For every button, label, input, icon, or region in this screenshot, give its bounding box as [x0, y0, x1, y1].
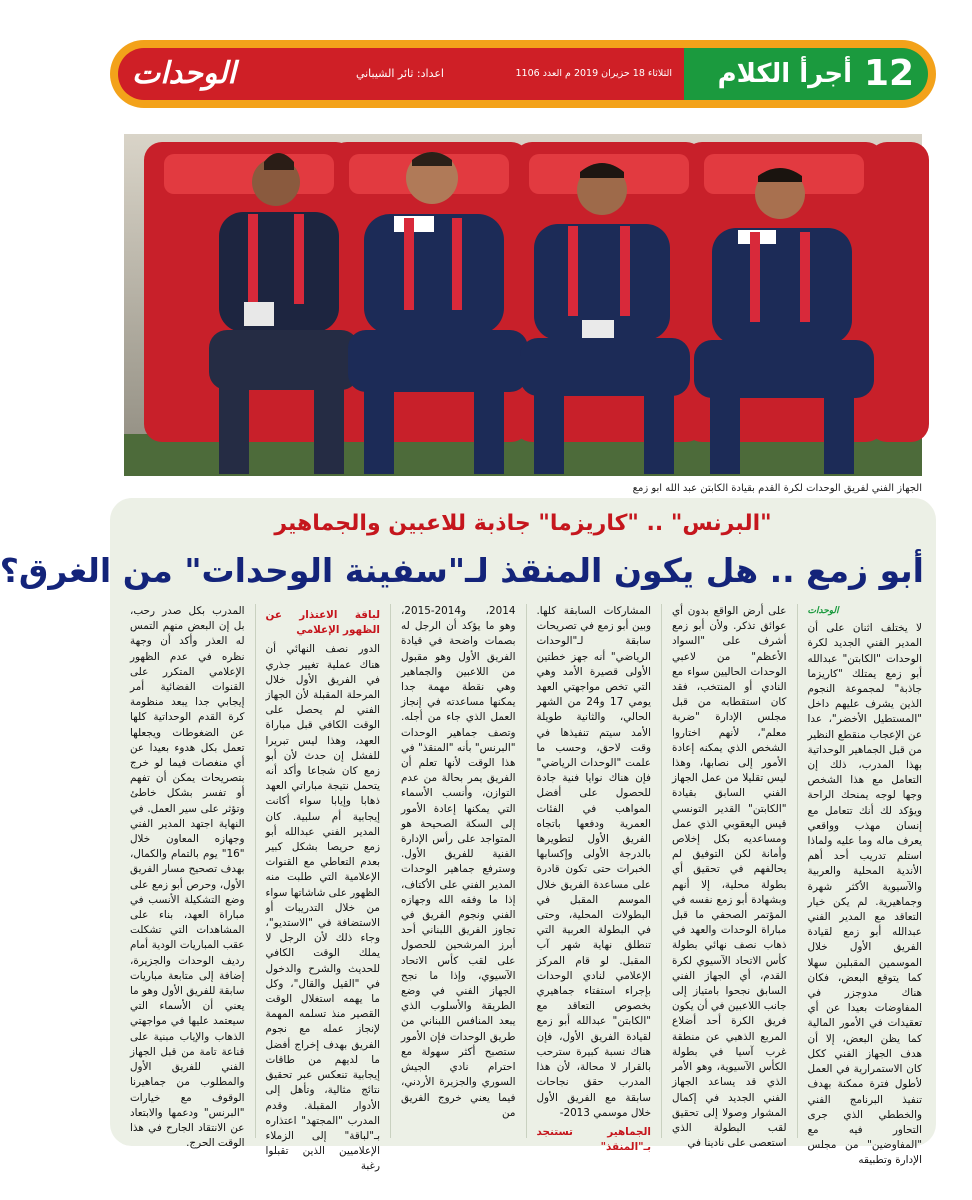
section-title: أجرأ الكلام — [717, 59, 852, 89]
photo-caption: الجهاز الفني لفريق الوحدات لكرة القدم بقيادة الكابتن عبد الله ابو زمع — [632, 483, 922, 494]
article-headline: أبو زمع .. هل يكون المنقذ لـ"سفينة الوحدات" من الغرق؟ — [0, 551, 924, 590]
column-text: لا يختلف اثنان على أن المدير الفني الجديد لكرة الوحدات "الكابتن" عبدالله أبو زمع يمتلك "كاريزما جاذبة" لمجموعة النجوم الذين يشرف عليهم داخل "المستطيل الأخضر"، عدا عن الإعجاب منقطع النظير من قبل الجماهير الوحداتية بهذا المدرب، ذلك إن التعامل مع هذا الشخص وجها لوجه يمنحك الراحة ويؤكد لك أنك تتعامل مع إنسان مهذب وواقعي يعرف ماله وما عليه ولماذا استلم تدريب أحد أهم الأندية المحلية والعربية والآسيوية الأكثر شهرة وجماهيرية. لم يكن خيار التعاقد مع المدير الفني عبدالله أبو زمع لقيادة الفريق الأول خلال الموسمين المقبلين سهلا كما يتوقع البعض، فكان هناك مدوجزر في المفاوضات بعيدا عن أي تعقيدات في الأمور المالية كما يظن البعض، إلا أن هدف الجهاز الفني ككل كان الاستمرارية في العمل لأطول فترة ممكنة بهدف تنفيذ البرنامج الفني والخططي الذي جرى التحاور فيه مع "المفاوضين" من مجلس الإدارة وتطبيقه — [807, 622, 922, 1167]
article-column-5 — [265, 604, 381, 1173]
column-divider — [390, 604, 391, 1138]
column-divider — [661, 604, 662, 1138]
inline-subheading: الجماهير تستنجد بـ"المنقذ" — [536, 1125, 651, 1154]
photo-illustration — [124, 134, 922, 476]
column-divider — [797, 604, 798, 1138]
page-number: 12 — [863, 53, 915, 94]
article-column-2 — [672, 604, 787, 1150]
article-columns — [130, 604, 922, 1173]
column-text: على أرض الواقع بدون أي عوائق تذكر. ولأن أبو زمع أشرف على "السواد الأعظم" من لاعبي الوحدات الحاليين سواء مع النادي أو المنتخب، فقد كان استقطابه من قبل مجلس الإدارة "ضربة معلم"، لأنهم اختاروا الشخص الذي يمكنه إعادة الأمور إلى نصابها، وهذا ليس تقليلا من عمل الجهاز الفني السابق بقيادة "الكابتن" القدير التونسي قيس اليعقوبي الذي عمل ومساعديه بكل إخلاص وأمانة لكن التوفيق لم يحالفهم في تحقيق أي بطولة محلية، إلا أنهم وبشهادة أبو زمع نفسه في المؤتمر الصحفي ما قبل مباراة الوحدات والعهد في ذهاب نصف نهائي بطولة كأس الاتحاد الآسيوي لكرة القدم، أي الجهاز الفني السابق نجحوا بامتياز إلى جانب اللاعبين في أن يكون فريق الكرة أحد أضلاع المربع الذهبي عن منطقة غرب آسيا في بطولة الكأس الآسيوية، وهو الأمر الذي قد يساعد الجهاز الفني الجديد في إكمال المشوار وصولا إلى تحقيق لقب البطولة الذي استعصى على نادينا في — [672, 605, 787, 1150]
article-column-4 — [401, 604, 516, 1138]
column-text: الدور نصف النهائي أن هناك عملية تغيير جذري في الفريق الأول خلال المرحلة المقبلة لأن الجهاز الفني لم يحصل على الوقت الكافي قبل مباراة العهد، وهذا ليس تبريرا للفشل إن حدث لأن أبو زمع كان شجاعا وأكد أنه يتحمل نتيجة مباراتي العهد ذهابا وإيابا سواء أكانت إيجابية أم سلبية. كان المدير الفني عبدالله أبو زمع حريصا بشكل كبير بعدم التعاطي مع القنوات الإعلامية التي طلبت منه الظهور على شاشاتها سواء من خلال التدريبات أو الاستضافة في "الاستديو"، وجاء ذلك لأن الرجل لا يملك الوقت الكافي للحديث والشرح والدخول في "القيل والقال"، وكل ما يهمه استغلال الوقت القصير منذ تسلمه المهمة لإنجاز عمله مع نجوم الفريق بهدف إخراج أفضل ما لديهم من طاقات إيجابية تنعكس عبر تحقيق نتائج مثالية، وتأهل إلى الأدوار المقبلة. وقدم المدرب "المجتهد" اعتذاره بـ"لباقة" إلى الزملاء الإعلاميين الذين تقبلوا رغبة — [265, 643, 380, 1173]
article-column-1 — [807, 604, 923, 1167]
author-credit: اعداد: ثائر الشيباني — [355, 67, 444, 80]
article-column-3 — [536, 604, 652, 1154]
column-divider — [255, 604, 256, 1138]
inline-subheading: لباقة الاعتذار عن الظهور الإعلامي — [265, 609, 380, 637]
article-column-6 — [130, 604, 245, 1150]
column-divider — [526, 604, 527, 1138]
column-text: 2014، و2014-2015، وهو ما يؤكد أن الرجل له بصمات واضحة في قيادة الفريق الأول وهو مقبول من اللاعبين والجماهير وهي نقطة مهمة جدا يمكنها مساعدته في إنجاز العمل الذي جاء من أجله. وتصف جماهير الوحدات "البرنس" بأنه "المنقذ" في هذا الوقت لأنها تعلم أن الفريق يمر بحالة من عدم التوازن، وأنسب الأسماء التي يمكنها إعادة الأمور إلى السكة الصحيحة هو المتواجد على رأس الإدارة الفنية للفريق الأول. وسترفع جماهير الوحدات المدير الفني على الأكتاف، إذا ما وفقه الله وجهازه الفني ونجوم الفريق في تجاوز الفريق اللبناني أحد أبرز المرشحين للحصول على لقب كأس الاتحاد الآسيوي، وإذا ما نجح الجهاز الفني في وضع الطريقة والأسلوب الذي يبعد المنافس اللبناني من طريق الوحدات فإن الأمور ستصبح أكثر سهولة مع احترام نادي الجيش السوري والجزيرة الأردني، فيما يعني خروج الفريق من — [401, 605, 516, 1119]
column-text: المشاركات السابقة كلها. وبين أبو زمع في تصريحات سابقة لـ"الوحدات الرياضي" أنه جهز خطتين الأولى قصيرة الأمد وهي التي تخص مواجهتي العهد يومي 17 و24 من الشهر الحالي، والثانية طويلة الأمد سيتم تنفيذها في وقت لاحق، وحسب ما علمت "الوحدات الرياضي" فإن هناك نوايا فنية جادة للحصول على أفضل المواهب في الفئات العمرية ودفعها باتجاه الفريق الأول لتطويرها بالدرجة الأولى وإكسابها الخبرات حتى تكون قادرة على مساعدة الفريق خلال الموسم المقبل في البطولات المحلية، وحتى في البطولة العربية التي تنطلق نهاية شهر آب المقبل. لو قام المركز الإعلامي لنادي الوحدات بإجراء استفتاء جماهيري بخصوص التعاقد مع "الكابتن" عبدالله أبو زمع لقيادة الفريق الأول، فإن هناك نسبة كبيرة سترحب بالقرار لا محالة، لأن هذا المدرب حقق نجاحات سابقة مع الفريق الأول خلال موسمي 2013- — [536, 605, 651, 1119]
column-text: المدرب بكل صدر رحب، بل إن البعض منهم التمس له العذر وأكد أن وجهة نظره في عدم الظهور الإعلامي المتكرر على القنوات الفضائية أمر إيجابي جدا يبعد منظومة كرة القدم الوحداتية كلها عن الضغوطات ويجعلها تعمل بكل هدوء بعيدا عن أي منغصات فيما لو خرج بتصريحات يمكن أن تفهم أو تفسر بشكل خاطئ وتؤثر على سير العمل. في النهاية اجتهد المدير الفني وجهازه المعاون خلال "16" يوم بالتمام والكمال، بهدف تصحيح مسار الفريق الأول، وحرص أبو زمع على وضع التشكيلة الأنسب في مباراة العهد، بناء على المشاهدات التي تشكلت عقب المباريات الودية أمام رديف الوحدات والجزيرة، إضافة إلى متابعة مباريات سابقة للفريق الأول وهو ما يعني أن الأسماء التي سيعتمد عليها في مواجهتي الذهاب والإياب مبنية على قناعة تامة من قبل الجهاز الفني للفريق الأول والمطلوب من جماهيرنا الوقوف مع خيارات "البرنس" ودعمها والابتعاد عن الانتقاد الجارح في هذا الوقت الحرج. — [130, 605, 245, 1150]
article-subhead: "البرنس" .. "كاريزما" جاذبة للاعبين والجماهير — [274, 511, 772, 536]
brand-logo-text: الوحدات — [132, 56, 236, 91]
dateline: الثلاثاء 18 حزيران 2019 م العدد 1106 — [515, 68, 672, 79]
team-staff-photo — [124, 134, 922, 476]
article-kicker: الوحدات — [807, 606, 839, 616]
